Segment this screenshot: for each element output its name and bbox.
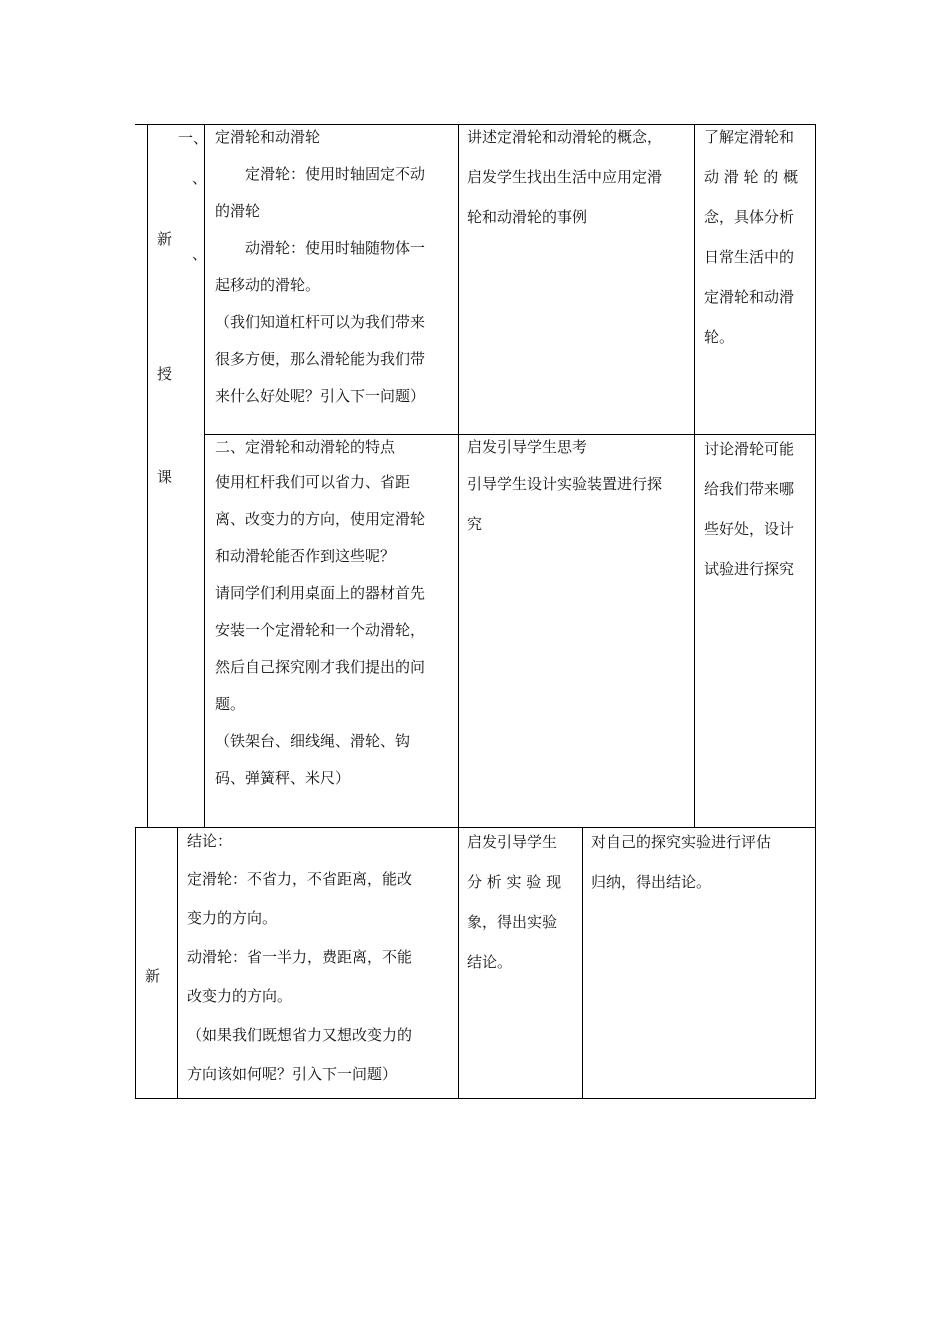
upper-left-border — [147, 124, 148, 827]
conclusion-teacher-cell — [467, 822, 577, 982]
lower-teacher-divider — [582, 827, 583, 1098]
text-line: 起移动的滑轮。 — [215, 276, 321, 294]
upper-content-divider — [458, 124, 459, 827]
upper-right-border — [815, 124, 816, 827]
text-line: 结论。 — [467, 953, 513, 971]
text-line: 结论： — [187, 832, 233, 850]
text-line: 变力的方向。 — [187, 909, 278, 927]
table-border-bottom — [135, 1098, 816, 1099]
section-marker: 、 — [192, 245, 208, 263]
upper-teacher-divider — [694, 124, 695, 827]
text-line: 讲述定滑轮和动滑轮的概念， — [467, 128, 663, 146]
text-line: 动滑轮：省一半力，费距离，不能 — [187, 948, 413, 966]
text-line: 启发学生找出生活中应用定滑 — [467, 168, 663, 186]
text-line: 些好处，设计 — [704, 520, 795, 538]
text-line: 念，具体分析 — [704, 208, 795, 226]
text-line: 定滑轮和动滑 — [704, 288, 795, 306]
text-line: 启发引导学生 — [467, 833, 558, 851]
text-line: 题。 — [215, 695, 246, 713]
text-line: 给我们带来哪 — [704, 480, 795, 498]
lower-side-label: 新 — [145, 967, 161, 985]
text-line: 轮和动滑轮的事例 — [467, 208, 588, 226]
side-label-shou: 授 — [157, 365, 173, 383]
text-line: 的滑轮 — [215, 202, 261, 220]
text-line: 来什么好处呢？引入下一问题） — [215, 387, 426, 405]
row1-teacher-cell — [467, 117, 691, 237]
text-line: 请同学们利用桌面上的器材首先 — [215, 584, 426, 602]
text-line: 究 — [467, 515, 483, 533]
text-line: 使用杠杆我们可以省力、省距 — [215, 473, 411, 491]
lower-content-divider — [458, 827, 459, 1098]
text-line: 动滑轮：使用时轴随物体一 — [215, 239, 426, 257]
upper-marker-divider — [204, 124, 205, 827]
lower-right-border — [815, 827, 816, 1098]
text-line: 和动滑轮能否作到这些呢？ — [215, 547, 396, 565]
text-line: 然后自己探究刚才我们提出的问 — [215, 658, 426, 676]
text-line: 了解定滑轮和 — [704, 128, 795, 146]
row2-content-cell — [215, 430, 455, 797]
text-line: 讨论滑轮可能 — [704, 440, 795, 458]
text-line: 动 滑 轮 的 概 — [704, 168, 799, 186]
section-marker: 、 — [192, 169, 208, 187]
text-line: 引导学生设计实验装置进行探 — [467, 475, 663, 493]
side-label-ke: 课 — [157, 468, 173, 486]
text-line: 很多方便，那么滑轮能为我们带 — [215, 350, 426, 368]
text-line: 象，得出实验 — [467, 913, 558, 931]
section-marker-one: 一、 — [178, 129, 209, 147]
text-line: （如果我们既想省力又想改变力的 — [187, 1026, 413, 1044]
text-line: 对自己的探究实验进行评估 — [591, 833, 772, 851]
side-label-xin: 新 — [157, 230, 173, 248]
text-line: 启发引导学生思考 — [467, 438, 588, 456]
conclusion-student-cell — [591, 822, 811, 902]
text-line: 归纳，得出结论。 — [591, 873, 712, 891]
text-line: （铁架台、细线绳、滑轮、钩 — [215, 732, 411, 750]
text-line: 定滑轮：不省力，不省距离，能改 — [187, 870, 413, 888]
text-line: 离、改变力的方向，使用定滑轮 — [215, 510, 426, 528]
lower-side-divider — [177, 827, 178, 1098]
text-line: 安装一个定滑轮和一个动滑轮， — [215, 621, 426, 639]
text-line: 定滑轮：使用时轴固定不动 — [215, 165, 426, 183]
text-line: 码、弹簧秤、米尺） — [215, 769, 351, 787]
text-line: 轮。 — [704, 328, 735, 346]
table-corner-tick — [135, 124, 147, 125]
text-line: 试验进行探究 — [704, 560, 795, 578]
text-line: 方向该如何呢？引入下一问题） — [187, 1065, 398, 1083]
text-line: 日常生活中的 — [704, 248, 795, 266]
lower-left-border — [135, 827, 136, 1098]
row2-student-cell — [704, 429, 810, 589]
conclusion-content-cell — [187, 823, 455, 1094]
row2-teacher-cell — [467, 430, 691, 544]
text-line: 二、定滑轮和动滑轮的特点 — [215, 438, 396, 456]
text-line: 改变力的方向。 — [187, 987, 293, 1005]
text-line: 定滑轮和动滑轮 — [215, 128, 321, 146]
row1-content-cell — [215, 119, 455, 415]
row1-student-cell — [704, 117, 810, 357]
text-line: 分 析 实 验 现 — [467, 873, 562, 891]
text-line: （我们知道杠杆可以为我们带来 — [215, 313, 426, 331]
